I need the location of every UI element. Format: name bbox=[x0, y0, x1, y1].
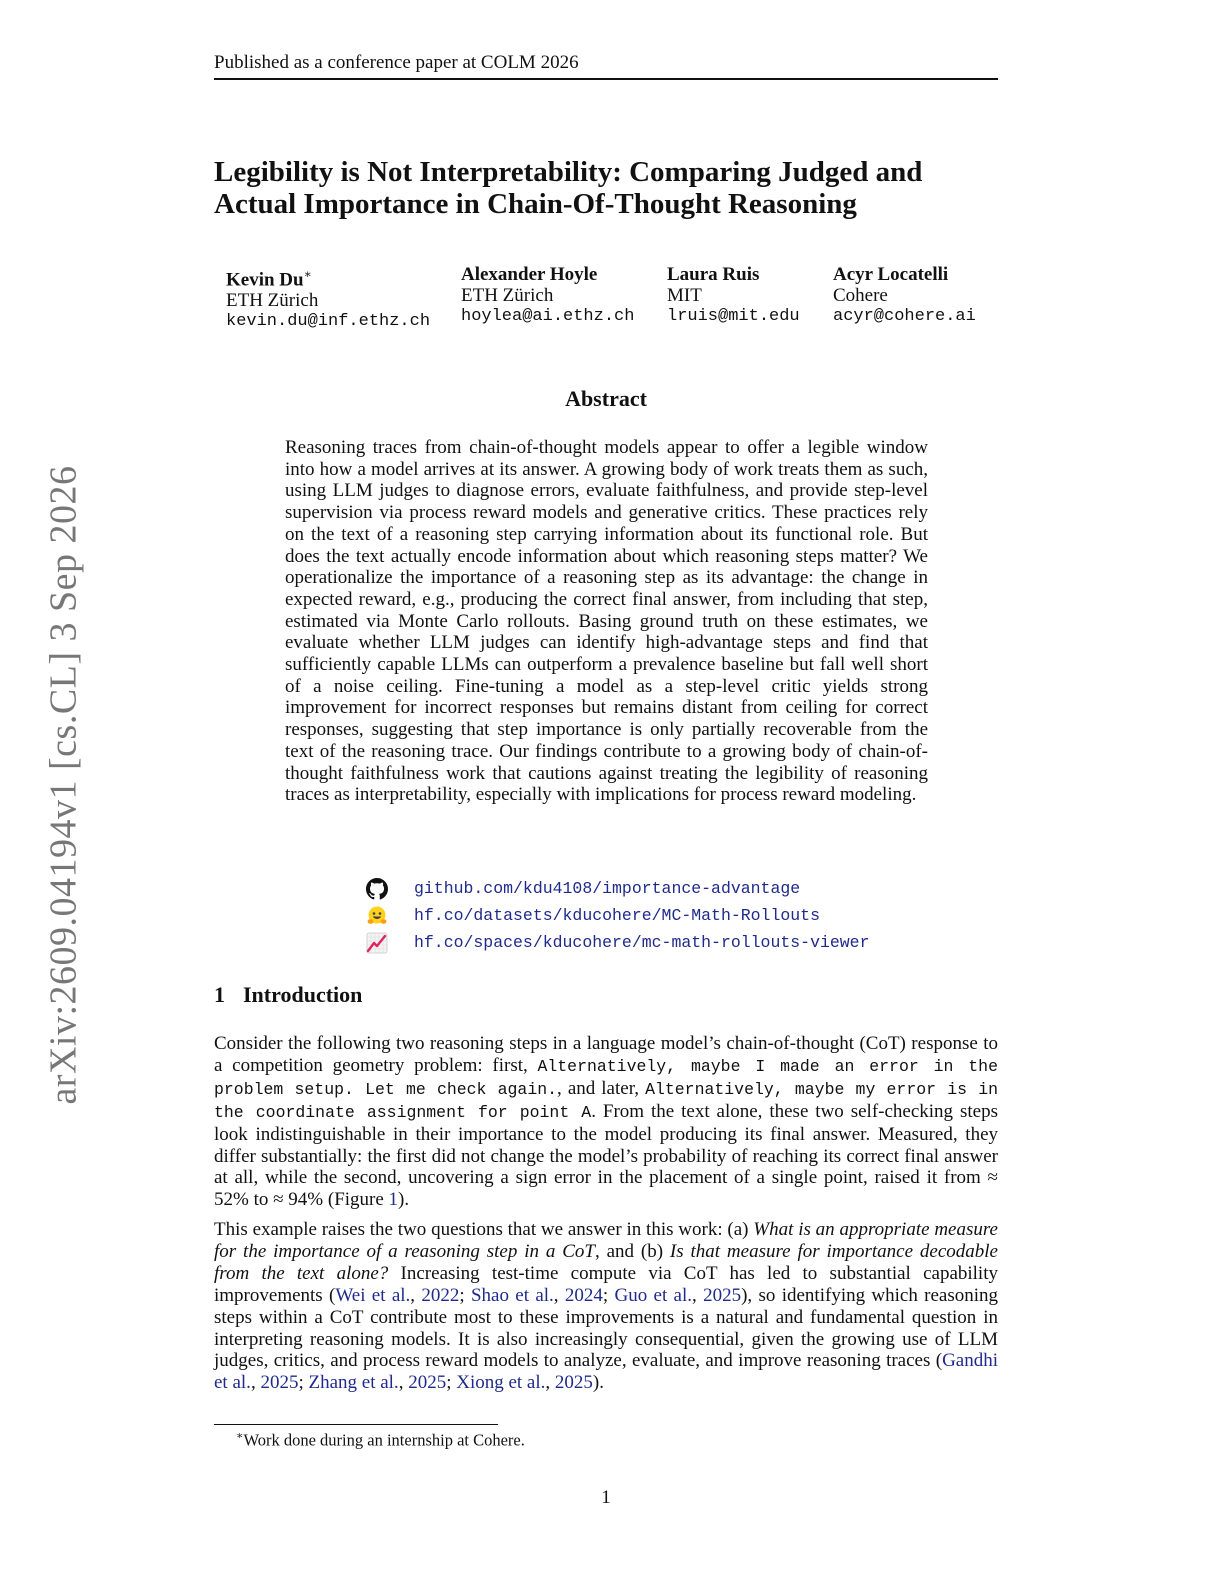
author-3 bbox=[667, 264, 800, 327]
github-icon bbox=[366, 878, 414, 900]
chart-trend-icon bbox=[366, 932, 414, 954]
section-heading-introduction bbox=[214, 982, 362, 1008]
intro-paragraph-2: This example raises the two questions that we answer in this work: (a) What is an appropriate measure for the importance of a reasoning step in a CoT, and (b) Is that measure for importance decodable from the text alone? Increasing test-time compute via CoT has led to substantial capability improvements (Wei et al., 2022; Shao et al., 2024; Guo et al., 2025), so identifying which reasoning steps within a CoT contribute most to these improvements is a natural and fundamental question in interpreting reasoning models. It is also increasingly consequential, given the growing use of LLM judges, critics, and process reward models to analyze, evaluate, and improve reasoning traces (Gandhi et al., 2025; Zhang et al., 2025; Xiong et al., 2025). bbox=[214, 1219, 999, 1394]
research-question-b: Is that measure for importance decodable from the text alone? bbox=[214, 1240, 998, 1284]
citation-year[interactable]: 2025 bbox=[554, 1372, 593, 1394]
research-question-a: What is an appropriate measure for the importance of a reasoning step in a CoT bbox=[214, 1219, 998, 1262]
author-affiliation: ETH Zürich bbox=[226, 290, 319, 312]
citation-author[interactable]: Xiong et al. bbox=[456, 1372, 546, 1394]
citation-year[interactable]: 2022 bbox=[421, 1284, 460, 1306]
author-affiliation: ETH Zürich bbox=[461, 285, 554, 306]
footnote-rule bbox=[214, 1424, 498, 1425]
author-name: Acyr Locatelli bbox=[833, 264, 949, 285]
footnote-mark: ∗ bbox=[236, 1430, 244, 1442]
resource-row-viewer bbox=[366, 929, 869, 956]
citation-year[interactable]: 2025 bbox=[260, 1372, 299, 1394]
author-4 bbox=[833, 264, 976, 327]
viewer-link[interactable]: hf.co/spaces/kducohere/mc-math-rollouts-viewer bbox=[414, 933, 870, 952]
author-footnote-mark: ∗ bbox=[303, 267, 312, 281]
author-1 bbox=[226, 264, 430, 332]
section-title: Introduction bbox=[243, 982, 363, 1007]
resource-row-github bbox=[366, 875, 869, 902]
arxiv-stamp bbox=[44, 450, 84, 1120]
citation-year[interactable]: 2025 bbox=[408, 1372, 447, 1394]
author-email[interactable]: acyr@cohere.ai bbox=[833, 307, 976, 326]
author-2 bbox=[461, 264, 634, 327]
running-head: Published as a conference paper at COLM 2026 bbox=[214, 52, 998, 80]
citation-author[interactable]: Zhang et al. bbox=[308, 1372, 399, 1394]
code-span: Alternatively, maybe I made an error in the problem setup. Let me check again. bbox=[214, 1056, 998, 1099]
arxiv-identifier: arXiv:2609.04194v1 [cs.CL] 3 Sep 2026 bbox=[43, 465, 86, 1105]
citation-author[interactable]: Guo et al. bbox=[614, 1284, 693, 1306]
intro-paragraph-1: Consider the following two reasoning steps in a language model’s chain-of-thought (CoT) response to a competition geometry problem: first, Alternatively, maybe I made an error in the problem setup. Let me check again., and later, Alternatively, maybe my error is in the coordinate assignment for point A. From the text alone, these two self-checking steps look indistinguishable in their importance to the model producing its final answer. Measured, they differ substantially: the first did not change the model’s probability of reaching its correct final answer at all, while the second, uncovering a sign error in the placement of a single point, raised it from ≈ 52% to ≈ 94% (Figure 1). bbox=[214, 1033, 999, 1211]
figure-reference[interactable]: 1 bbox=[388, 1189, 399, 1211]
citation-year[interactable]: 2024 bbox=[564, 1284, 603, 1306]
abstract-body: Reasoning traces from chain-of-thought models appear to offer a legible window into how a model arrives at its answer. A growing body of work treats them as such, using LLM judges to diagnose errors, evaluate faithfulness, and provide step-level supervision via process reward models and generative critics. These practices rely on the text of a reasoning step carrying information about its functional role. But does the text actually encode information about which reasoning steps matter? We operationalize the importance of a reasoning step as its advantage: the change in expected reward, e.g., producing the correct final answer, from including that step, estimated via Monte Carlo rollouts. Basing ground truth on these estimates, we evaluate whether LLM judges can identify high-advantage steps and find that sufficiently capable LLMs can outperform a prevalence baseline but fall well short of a noise ceiling. Fine-tuning a model as a step-level critic yields strong improvement for incorrect responses but remains distant from ceiling for correct responses, suggesting that step importance is only partially recoverable from the text of the reasoning trace. Our findings contribute to a growing body of chain-of-thought faithfulness work that cautions against treating the legibility of reasoning traces as interpretability, especially with implications for process reward modeling. bbox=[285, 437, 928, 806]
author-name: Kevin Du bbox=[226, 269, 304, 291]
footnote bbox=[236, 1429, 525, 1451]
author-name: Laura Ruis bbox=[667, 264, 760, 285]
hugging-face-icon bbox=[366, 905, 414, 927]
resource-links bbox=[366, 875, 869, 956]
author-email[interactable]: kevin.du@inf.ethz.ch bbox=[226, 312, 431, 332]
footnote-text: Work done during an internship at Cohere. bbox=[243, 1430, 525, 1450]
citation-author[interactable]: Shao et al. bbox=[470, 1284, 554, 1306]
author-name: Alexander Hoyle bbox=[461, 264, 598, 285]
dataset-link[interactable]: hf.co/datasets/kducohere/MC-Math-Rollouts bbox=[414, 906, 820, 925]
citation-year[interactable]: 2025 bbox=[703, 1284, 742, 1306]
author-affiliation: Cohere bbox=[833, 285, 888, 306]
resource-row-dataset bbox=[366, 902, 869, 929]
abstract-heading: Abstract bbox=[565, 386, 647, 411]
author-email[interactable]: lruis@mit.edu bbox=[667, 307, 800, 326]
citation-author[interactable]: Wei et al. bbox=[335, 1284, 411, 1306]
paper-title: Legibility is Not Interpretability: Comparing Judged and Actual Importance in Chain-Of-Thought Reasoning bbox=[214, 156, 923, 220]
github-link[interactable]: github.com/kdu4108/importance-advantage bbox=[414, 879, 801, 898]
page-number: 1 bbox=[601, 1487, 611, 1508]
section-number: 1 bbox=[214, 982, 225, 1007]
citation-author[interactable]: Gandhi et al. bbox=[214, 1350, 998, 1394]
author-affiliation: MIT bbox=[667, 285, 702, 306]
code-span: Alternatively, maybe my error is in the coordinate assignment for point A bbox=[214, 1079, 999, 1122]
author-email[interactable]: hoylea@ai.ethz.ch bbox=[461, 307, 635, 326]
